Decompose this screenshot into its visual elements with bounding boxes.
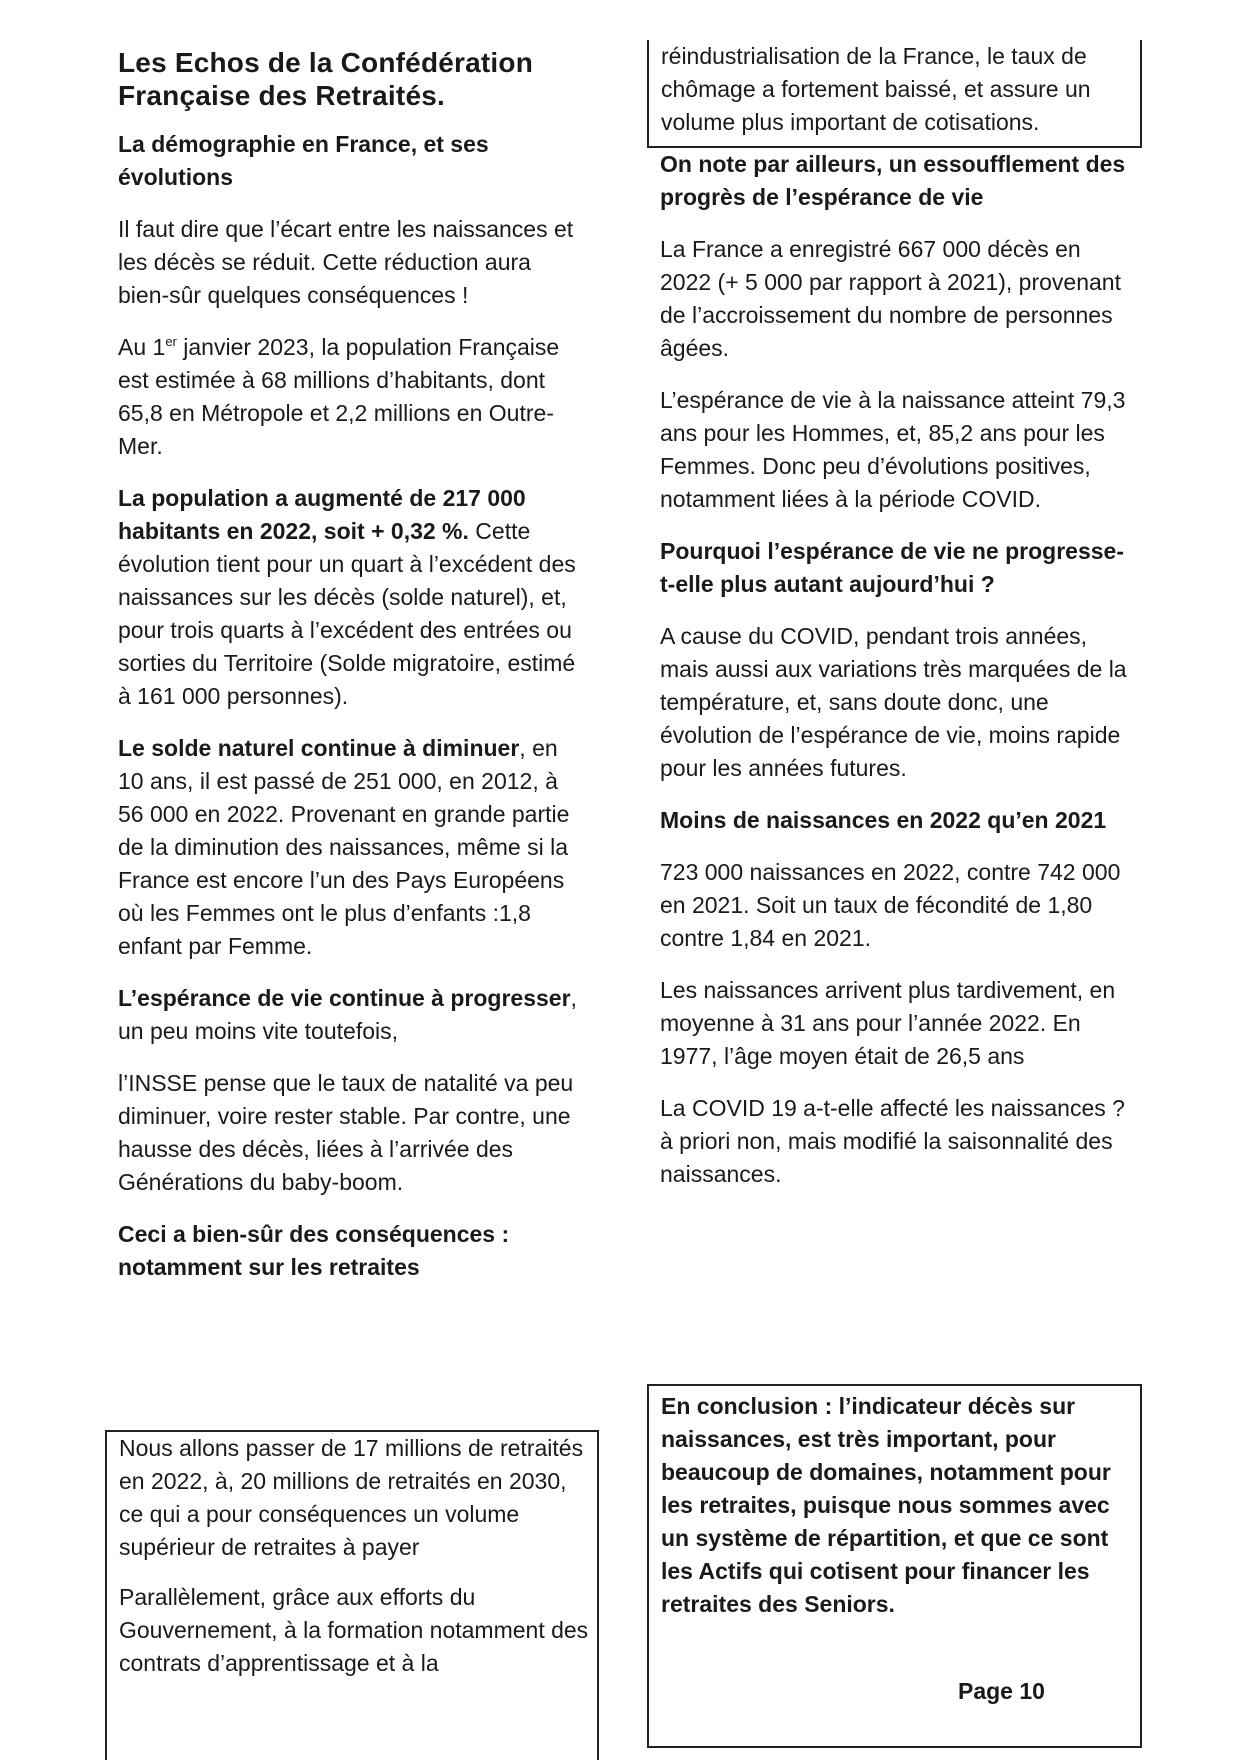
para-augmente (118, 482, 588, 713)
para-covid19: La COVID 19 a-t-elle affecté les naissances ? à priori non, mais modifié la saisonnalité des naissances. (660, 1095, 1125, 1187)
para-insse: l’INSSE pense que le taux de natalité va peu diminuer, voire rester stable. Par contre, une hausse des décès, liées à l’arrivée des Générations du baby-boom. (118, 1070, 574, 1195)
para-population-b: janvier 2023, la population Française est estimée à 68 millions d’habitants, dont 65,8 en Métropole et 2,2 millions en Outre-Mer. (118, 334, 560, 459)
article-title (118, 46, 588, 112)
title-line-1: Les Echos de la Confédération (118, 47, 533, 78)
para-augmente-rest: Cette évolution tient pour un quart à l’excédent des naissances sur les décès (solde naturel), et, pour trois quarts à l’excédent des entrées ou sorties du Territoire (Solde migratoire, estimé à 161 000 personnes). (118, 518, 576, 709)
para-deces: La France a enregistré 667 000 décès en 2022 (+ 5 000 par rapport à 2021), provenant de l’accroissement du nombre de personnes âgées. (660, 236, 1121, 361)
heading-demographie: La démographie en France, et ses évolutions (118, 131, 489, 190)
para-723000: 723 000 naissances en 2022, contre 742 000 en 2021. Soit un taux de fécondité de 1,80 contre 1,84 en 2021. (660, 859, 1121, 951)
para-population-a: Au 1 (118, 334, 166, 360)
para-ecart: Il faut dire que l’écart entre les naissances et les décès se réduit. Cette réduction aura bien-sûr quelques conséquences ! (118, 216, 574, 308)
reindustrialisation-box (647, 40, 1142, 148)
title-line-2: Française des Retraités. (118, 80, 445, 111)
box-para-parallelement: Parallèlement, grâce aux efforts du Gouvernement, à la formation notamment des contrats d’apprentissage et à la (119, 1584, 589, 1676)
para-solde (118, 732, 588, 963)
box-para-retraites: Nous allons passer de 17 millions de retraités en 2022, à, 20 millions de retraités en 2030, ce qui a pour conséquences un volume supérieur de retraites à payer (119, 1435, 584, 1560)
para-esperance-rest: , un peu moins vite toutefois, (118, 985, 577, 1044)
heading-consequences: Ceci a bien-sûr des conséquences : notamment sur les retraites (118, 1221, 510, 1280)
heading-moins-naissances: Moins de naissances en 2022 qu’en 2021 (660, 807, 1107, 833)
conclusion-text: En conclusion : l’indicateur décès sur naissances, est très important, pour beaucoup de domaines, notamment pour les retraites, puisque nous sommes avec un système de répartition, et que ce sont les Actifs qui cotisent pour financer les retraites des Seniors. (661, 1393, 1111, 1617)
heading-pourquoi: Pourquoi l’espérance de vie ne progresse-t-elle plus autant aujourd’hui ? (660, 538, 1124, 597)
para-esperance (118, 982, 588, 1048)
ordinal-superscript: er (165, 334, 177, 349)
page-number: Page 10 (958, 1678, 1045, 1704)
para-naissance: L’espérance de vie à la naissance atteint 79,3 ans pour les Hommes, et, 85,2 ans pour les Femmes. Donc peu d’évolutions positives, notamment liées à la période COVID. (660, 387, 1126, 512)
conclusion-box (647, 1384, 1142, 1748)
para-covid: A cause du COVID, pendant trois années, mais aussi aux variations très marquées de la température, et, sans doute donc, une évolution de l’espérance de vie, moins rapide pour les années futures. (660, 623, 1127, 781)
para-population (118, 331, 588, 463)
para-solde-bold: Le solde naturel continue à diminuer (118, 735, 520, 761)
box-para-reindustrialisation: réindustrialisation de la France, le taux de chômage a fortement baissé, et assure un volume plus important de cotisations. (661, 43, 1091, 135)
left-column (118, 40, 588, 1303)
para-esperance-bold: L’espérance de vie continue à progresser (118, 985, 571, 1011)
right-column (660, 148, 1130, 1210)
para-solde-rest: , en 10 ans, il est passé de 251 000, en 2012, à 56 000 en 2022. Provenant en grande partie de la diminution des naissances, même si la France est encore l’un des Pays Européens où les Femmes ont le plus d’enfants :1,8 enfant par Femme. (118, 735, 570, 959)
retraites-box (105, 1430, 599, 1760)
para-tardivement: Les naissances arrivent plus tardivement, en moyenne à 31 ans pour l’année 2022. En 1977, l’âge moyen était de 26,5 ans (660, 977, 1116, 1069)
heading-essoufflement: On note par ailleurs, un essoufflement des progrès de l’espérance de vie (660, 151, 1126, 210)
para-augmente-bold: La population a augmenté de 217 000 habitants en 2022, soit + 0,32 %. (118, 485, 526, 544)
